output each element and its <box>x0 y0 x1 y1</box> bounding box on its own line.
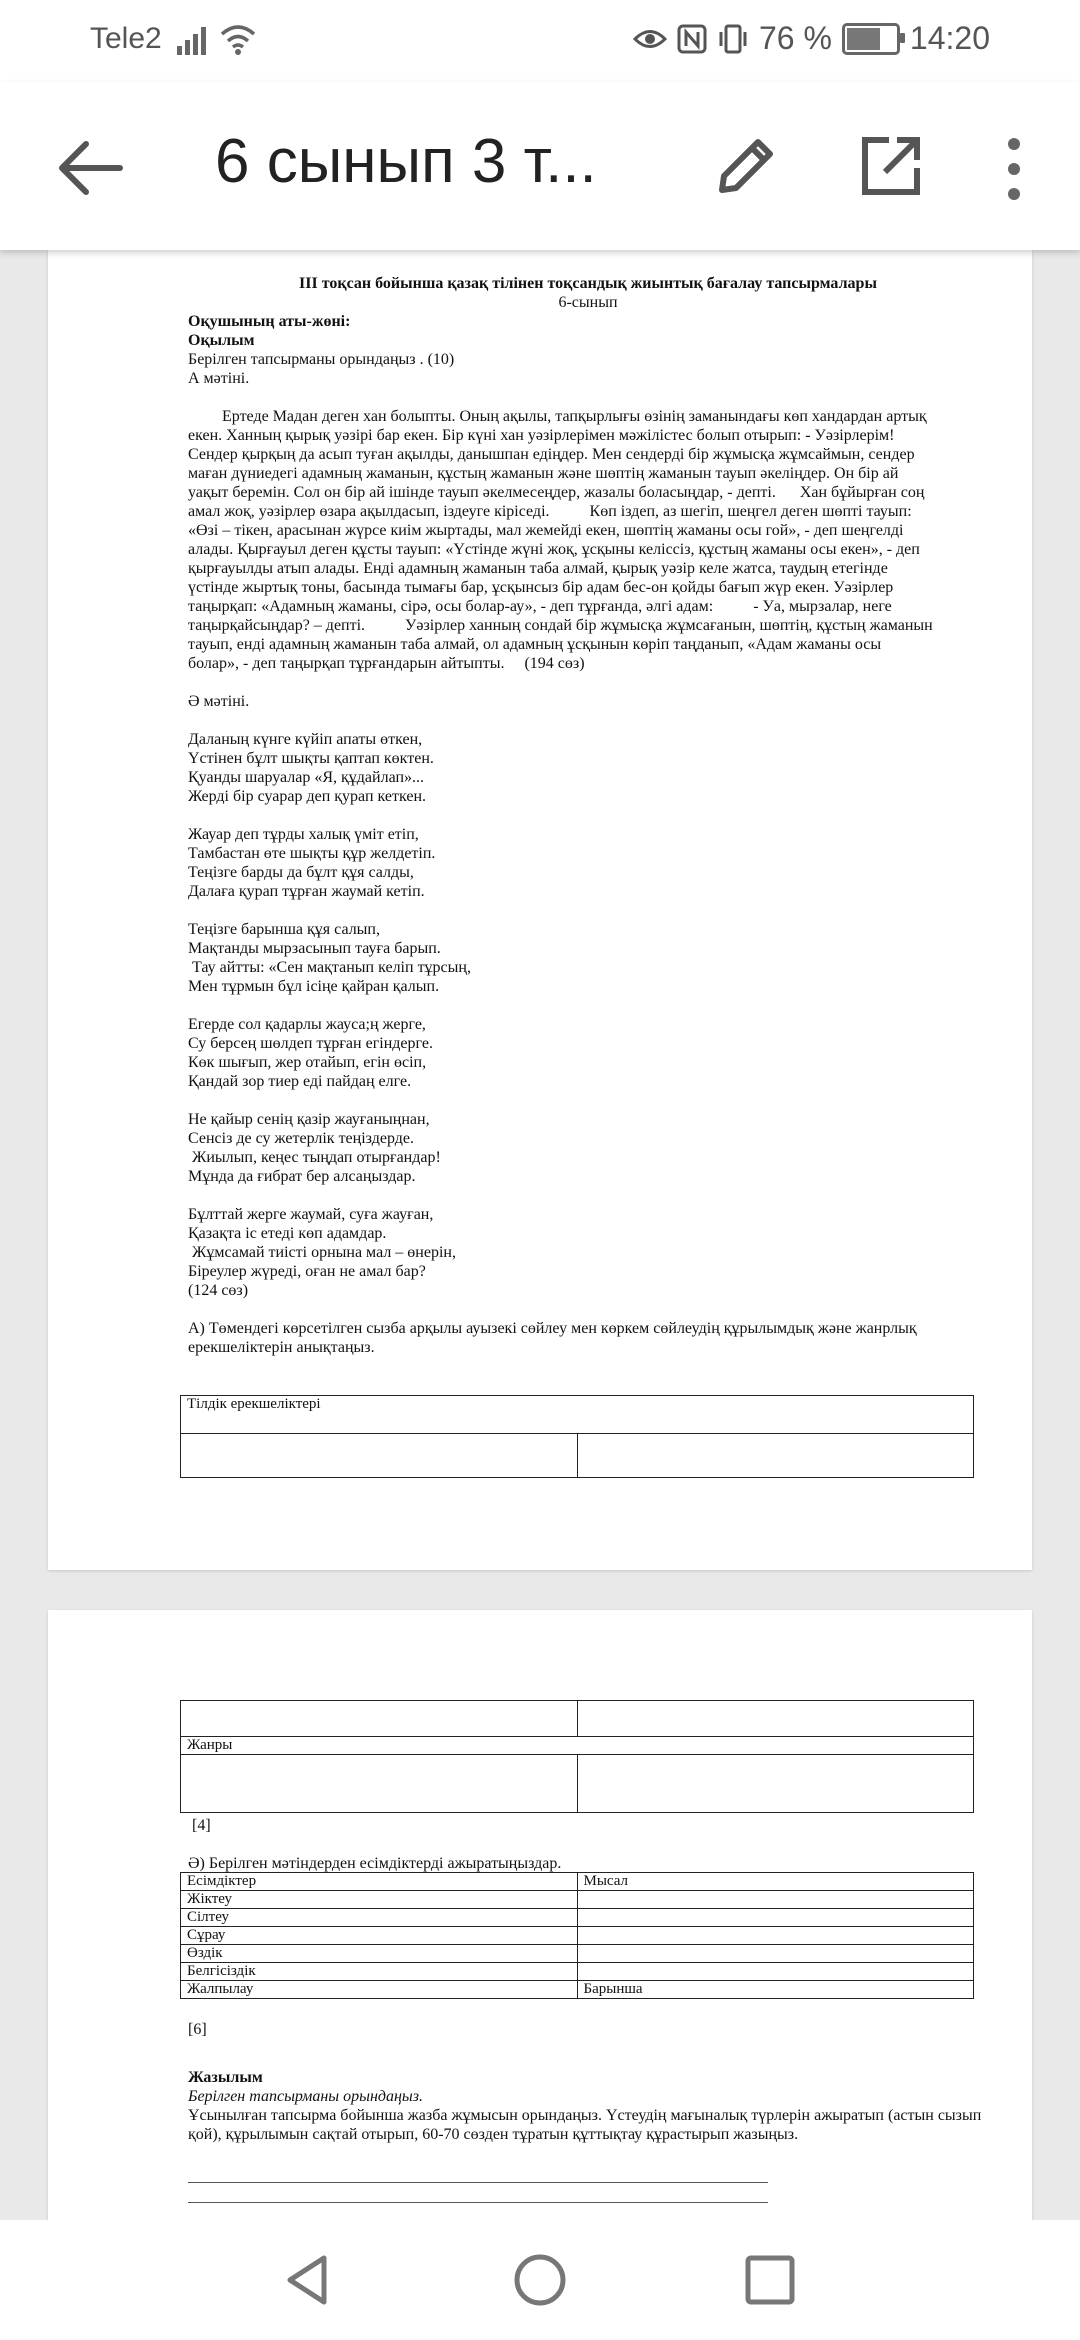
text-a-line: маған дүниедегі адамның жаманын, құстың жаманын және шөптің жаманын тауып әкеліңдер. Он бір ай <box>188 465 899 482</box>
text-a-label: А мәтіні. <box>188 370 250 387</box>
pronoun-type-cell: Жіктеу <box>181 1891 578 1909</box>
poem-line: Көк шығып, жер отайып, егін өсіп, <box>188 1054 427 1071</box>
pronoun-header: Есімдіктер <box>181 1873 578 1891</box>
battery-icon <box>842 23 900 55</box>
table-row <box>181 1981 974 1999</box>
pronoun-type-cell: Өздік <box>181 1945 578 1963</box>
app-bar <box>0 82 1080 250</box>
poem-stanza <box>188 1110 988 1186</box>
table-row <box>181 1927 974 1945</box>
text-a-line: Ертеде Мадан деген хан болыпты. Оның ақылы, тапқырлығы өзінің заманындағы көп хандардан артық <box>222 408 927 425</box>
example-cell[interactable] <box>577 1909 974 1927</box>
poem-stanza <box>188 920 988 996</box>
navigation-bar <box>0 2220 1080 2340</box>
carrier-name: Tele2 <box>90 22 162 55</box>
poem-line: Қандай зор тиер еді пайдаң елге. <box>188 1073 412 1090</box>
poem-line: Су берсең шөлдеп тұрған егіндерге. <box>188 1035 433 1052</box>
poem-line: Сенсіз де су жетерлік теңіздерде. <box>188 1130 414 1147</box>
poem-line: Үстінен бұлт шықты қаптап көктен. <box>188 750 434 767</box>
recents-square-icon[interactable] <box>742 2252 798 2308</box>
poem-body <box>188 730 988 1300</box>
poem-line: Қуанды шаруалар «Я, құдайлап»... <box>188 769 425 786</box>
back-arrow-icon[interactable] <box>50 128 130 208</box>
poem-line: Бұлттай жерге жаумай, суға жауған, <box>188 1206 434 1223</box>
table-cell[interactable] <box>577 1755 974 1813</box>
vibrate-icon <box>717 24 749 54</box>
document-heading: ІІІ тоқсан бойынша қазақ тілінен тоқсандық жиынтық бағалау тапсырмалары <box>299 275 877 292</box>
table-row <box>181 1945 974 1963</box>
document-title: 6 сынып 3 т... <box>215 127 597 196</box>
poem-line: Біреулер жүреді, оған не амал бар? <box>188 1263 426 1280</box>
text-a-body <box>188 407 988 673</box>
text-a-line: үстінде жыртық тоны, басында тымағы бар, ұсқынсыз бір адам бес-он қойды бағып жүр екен. Уәзірлер <box>188 579 894 596</box>
text-a-line: таңырқайсыңдар? – депті. Уәзірлер ханның сондай бір жұмысқа жұмсағанын, шөптің, құстың жаманын <box>188 617 933 634</box>
table-cell[interactable] <box>577 1434 974 1478</box>
pronoun-type-cell: Сұрау <box>181 1927 578 1945</box>
back-triangle-icon[interactable] <box>280 2252 336 2308</box>
poem-stanza <box>188 1205 988 1300</box>
edit-pencil-icon[interactable] <box>710 130 782 202</box>
example-cell[interactable] <box>577 1945 974 1963</box>
poem-stanza <box>188 825 988 901</box>
poem-line: Жұмсамай тиісті орнына мал – өнерін, <box>188 1244 456 1261</box>
poem-line: Жерді бір суарар деп қурап кеткен. <box>188 788 427 805</box>
table-row <box>181 1963 974 1981</box>
table-cell[interactable] <box>181 1434 578 1478</box>
poem-line: Мақтанды мырзасынып тауға барып. <box>188 940 441 957</box>
open-external-icon[interactable] <box>855 130 927 202</box>
poem-line: Жауар деп тұрды халық үміт етіп, <box>188 826 419 843</box>
home-circle-icon[interactable] <box>512 2252 568 2308</box>
example-cell[interactable] <box>577 1963 974 1981</box>
poem-line: Қазақта іс етеді көп адамдар. <box>188 1225 387 1242</box>
text-b-label: Ә мәтіні. <box>188 693 250 710</box>
genre-table <box>180 1700 974 1813</box>
task-instruction: Берілген тапсырманы орындаңыз . (10) <box>188 351 455 368</box>
document-page-2 <box>48 1610 1032 2220</box>
poem-line: Не қайыр сенің қазір жауғаныңнан, <box>188 1111 430 1128</box>
text-a-line: екен. Ханның қырық уәзірі бар екен. Бір күні хан уәзірлерімен мәжілістес болып отырып: - Уәзірлерім! <box>188 427 895 444</box>
more-vert-icon[interactable] <box>1000 134 1028 204</box>
wifi-icon <box>218 22 258 56</box>
nfc-icon <box>677 24 707 54</box>
example-cell[interactable] <box>577 1891 974 1909</box>
poem-line: (124 сөз) <box>188 1282 249 1299</box>
score-6: [6] <box>188 2021 207 2038</box>
question-a: А) Төмендегі көрсетілген сызба арқылы ауызекі сөйлеу мен көркем сөйлеудің құрылымдық және жанрлық ерекшеліктерін анықтаңыз. <box>188 1320 917 1356</box>
poem-line: Мұнда да ғибрат бер алсаңыздар. <box>188 1168 416 1185</box>
pronoun-table <box>180 1872 974 1999</box>
text-a-line: алады. Қырғауыл деген құсты тауып: «Үстінде жүні жоқ, ұсқыны келіссіз, құстың жаманы осы екен», - деп <box>188 541 920 558</box>
text-a-line: болар», - деп таңырқап тұрғандарын айтыпты. (194 сөз) <box>188 655 585 672</box>
poem-line: Егерде сол қадарлы жауса;ң жерге, <box>188 1016 426 1033</box>
writing-instruction: Берілген тапсырманы орындаңыз. <box>188 2088 423 2105</box>
student-name-label: Оқушының аты-жөні: <box>188 313 351 330</box>
example-header: Мысал <box>577 1873 974 1891</box>
status-bar <box>0 0 1080 82</box>
section-reading: Оқылым <box>188 332 255 349</box>
poem-line: Теңізге барды да бұлт құя салды, <box>188 864 414 881</box>
poem-line: Жиылып, кеңес тыңдап отырғандар! <box>188 1149 441 1166</box>
document-page-1 <box>48 250 1032 1570</box>
poem-line: Теңізге барынша құя салып, <box>188 921 380 938</box>
answer-line[interactable] <box>188 2182 768 2183</box>
signal-icon <box>176 24 212 56</box>
text-a-line: амал жоқ, уәзірлер өзара ақылдасып, іздеуге кіріседі. Көп іздеп, аз шегіп, шеңгел деген шөпті тауып: <box>188 503 912 520</box>
eye-comfort-icon <box>633 26 667 52</box>
example-cell[interactable]: Барынша <box>577 1981 974 1999</box>
text-a-line: таңырқап: «Адамның жаманы, сірә, осы болар-ау», - деп тұрғанда, әлгі адам: - Уа, мырзалар, неге <box>188 598 892 615</box>
question-b: Ә) Берілген мәтіндерден есімдіктерді ажыратыңыздар. <box>188 1855 562 1872</box>
table-cell[interactable] <box>577 1701 974 1737</box>
text-a-line: «Өзі – тікен, арасынан жүрсе киім жыртады, мал жемейді екен, шөптің жаманы осы гой», - деп шеңгелді <box>188 522 904 539</box>
text-a-line: тауып, енді адамның жаманын таба алмай, ол адамның ұсқынын көріп таңданып, «Адам жаманы осы <box>188 636 882 653</box>
section-writing: Жазылым <box>188 2069 263 2086</box>
poem-stanza <box>188 730 988 806</box>
poem-line: Даланың күнге күйіп апаты өткен, <box>188 731 423 748</box>
poem-line: Тамбастан өте шықты құр желдетіп. <box>188 845 436 862</box>
grade-label: 6-сынып <box>558 294 618 311</box>
battery-percent: 76 % <box>758 20 832 56</box>
poem-line: Тау айтты: «Сен мақтанып келіп тұрсың, <box>188 959 471 976</box>
example-cell[interactable] <box>577 1927 974 1945</box>
pronoun-type-cell: Белгісіздік <box>181 1963 578 1981</box>
clock-time: 14:20 <box>909 20 990 56</box>
table-cell[interactable] <box>181 1755 578 1813</box>
text-a-line: уақыт беремін. Сол он бір ай ішінде тауып әкелмесеңдер, жазалы боласыңдар, - депті. Хан бұйырған соң <box>188 484 925 501</box>
genre-label: Жанры <box>181 1737 974 1755</box>
score-4: [4] <box>192 1817 211 1834</box>
table-cell[interactable] <box>181 1701 578 1737</box>
writing-task: Ұсынылған тапсырма бойынша жазба жұмысын орындаңыз. Үстеудің мағыналық түрлерін ажыратып (астын сызып қой), құрылымын сақтай отырып, 60-70 сөзден тұратын құттықтау құрастырып жазыңыз. <box>188 2107 982 2143</box>
table-row <box>181 1909 974 1927</box>
answer-line[interactable] <box>188 2202 768 2203</box>
pronoun-type-cell: Жалпылау <box>181 1981 578 1999</box>
poem-stanza <box>188 1015 988 1091</box>
poem-line: Мен тұрмын бұл ісіңе қайран қалып. <box>188 978 440 995</box>
text-a-line: Сендер қырқың да асып туған ақылды, данышпан едіңдер. Мен сендерді бір жұмысқа жұмсаймын, сендер <box>188 446 915 463</box>
language-features-table <box>180 1395 974 1478</box>
text-a-line: қырғауылды атып алады. Енді адамның жаманын таба алмай, қырық уәзір келе жатса, таудың етегінде <box>188 560 888 577</box>
table-header-cell: Тілдік ерекшеліктері <box>181 1396 974 1434</box>
table-row <box>181 1891 974 1909</box>
poem-line: Далаға қурап тұрған жаумай кетіп. <box>188 883 425 900</box>
pronoun-type-cell: Сілтеу <box>181 1909 578 1927</box>
